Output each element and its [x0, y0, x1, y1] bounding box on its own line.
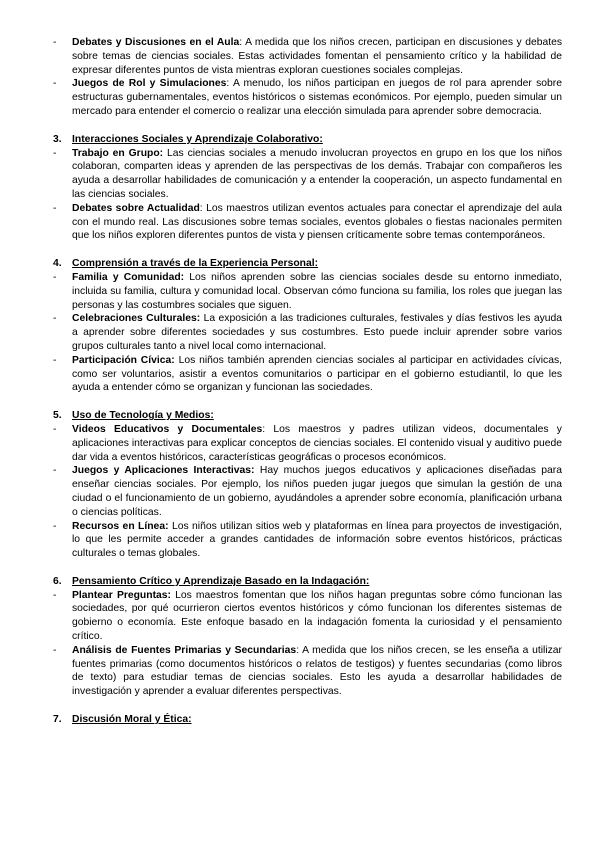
section-title: Interacciones Sociales y Aprendizaje Colaborativo: — [72, 133, 323, 145]
section-heading — [53, 257, 562, 271]
list-item — [53, 36, 562, 77]
bullet-dash: - — [53, 147, 57, 159]
section — [53, 713, 562, 727]
bullet-dash: - — [53, 423, 57, 435]
section-number: 4. — [53, 258, 62, 270]
list-item-body — [72, 354, 562, 395]
item-separator: : — [296, 644, 303, 656]
list-item-body — [72, 423, 562, 464]
section-heading — [53, 133, 562, 147]
list-item-body — [72, 520, 562, 561]
bullet-dash: - — [53, 520, 57, 532]
item-term: Debates sobre Actualidad — [72, 202, 200, 214]
list-item — [53, 423, 562, 464]
item-text: Las ciencias sociales a menudo involucran proyectos en grupo en los que los niños colaboran, comparten ideas y aprenden de las perspectivas de los demás. Trabajar con compañeros les ayuda a desarrollar habilidades de comunicación y a entender la cooperación, un aspecto fundamental en las ciencias sociales. — [72, 147, 562, 200]
section-number: 7. — [53, 714, 62, 726]
item-term: Recursos en Línea: — [72, 520, 169, 532]
section — [53, 575, 562, 699]
item-term: Participación Cívica: — [72, 354, 175, 366]
item-text: Los niños utilizan sitios web y plataformas en línea para proyectos de investigación, lo que les permite acceder a grandes cantidades de información sobre eventos históricos, prácticas culturales o temas globales. — [72, 520, 562, 560]
list-item-body — [72, 589, 562, 644]
section-heading — [53, 409, 562, 423]
intro-list — [53, 36, 562, 119]
section — [53, 257, 562, 395]
section-title: Discusión Moral y Ética: — [72, 714, 192, 726]
list-item-body — [72, 312, 562, 353]
item-text: Los niños también aprenden ciencias sociales al participar en actividades cívicas, como ser voluntarios, asistir a eventos comunitarios o participar en el gobierno estudiantil, lo que les ayuda a entender cómo se organizan y funcionan las sociedades. — [72, 354, 562, 394]
list-item — [53, 147, 562, 202]
list-item — [53, 312, 562, 353]
item-term: Plantear Preguntas: — [72, 589, 171, 601]
item-text: Los maestros fomentan que los niños hagan preguntas sobre cómo funcionan las sociedades, por qué ocurrieron ciertos eventos históricos y cómo funcionan los diferentes sistemas de gobierno o economía. Este enfoque basado en la indagación fomenta la curiosidad y el pensamiento crítico. — [72, 589, 562, 643]
bullet-dash: - — [53, 78, 57, 90]
list-item — [53, 520, 562, 561]
item-text: A medida que los niños crecen, se les enseña a utilizar fuentes primarias (como documentos históricos o relatos de testigos) y fuentes secundarias (como libros de texto) para estudiar temas de ciencias sociales. Esto les ayuda a desarrollar habilidades de investigación y aprender a evaluar diferentes perspectivas. — [72, 644, 562, 698]
item-term: Celebraciones Culturales: — [72, 313, 201, 325]
section-title: Uso de Tecnología y Medios: — [72, 410, 214, 422]
item-text: Los maestros utilizan eventos actuales para conectar el aprendizaje del aula con el mundo real. Las discusiones sobre temas sociales, eventos globales o fiestas nacionales permiten que los niños exploren diferentes puntos de vista y piensen críticamente sobre temas contemporáneos. — [72, 202, 562, 242]
sections-container — [53, 133, 562, 727]
item-term: Videos Educativos y Documentales — [72, 423, 263, 435]
item-term: Juegos de Rol y Simulaciones — [72, 78, 227, 90]
bullet-dash: - — [53, 465, 57, 477]
section-title: Comprensión a través de la Experiencia Personal: — [72, 258, 319, 270]
item-term: Análisis de Fuentes Primarias y Secundarias — [72, 644, 297, 656]
section-number: 5. — [53, 410, 62, 422]
list-item — [53, 202, 562, 243]
item-text: A menudo, los niños participan en juegos de rol para aprender sobre estructuras gubernamentales, eventos históricos o sistemas económicos. Por ejemplo, pueden simular un mercado para entender el comercio o realizar una elección simulada para aprender sobre democracia. — [72, 78, 562, 117]
item-term: Juegos y Aplicaciones Interactivas: — [72, 465, 255, 477]
list-item-body — [72, 77, 562, 118]
list-item-body — [72, 202, 562, 243]
list-item — [53, 271, 562, 312]
item-separator: : — [239, 37, 246, 48]
item-text: A medida que los niños crecen, participan en discusiones y debates sobre temas de ciencias sociales. Estas actividades fomentan el pensamiento crítico y la habilidad de expresar diferentes puntos de vista mientras exploran cuestiones sociales complejas. — [72, 37, 562, 76]
list-item-body — [72, 644, 562, 699]
item-term: Debates y Discusiones en el Aula — [72, 37, 240, 48]
item-text: Los maestros y padres utilizan videos, documentales y aplicaciones interactivas para explicar conceptos de ciencias sociales. El contenido visual y auditivo puede dar vida a eventos históricos, características geográficas o procesos económicos. — [72, 423, 562, 463]
list-item — [53, 354, 562, 395]
item-separator: : — [226, 78, 233, 90]
bullet-dash: - — [53, 37, 57, 48]
section-heading — [53, 575, 562, 589]
list-item — [53, 589, 562, 644]
bullet-dash: - — [53, 313, 57, 325]
list-item — [53, 77, 562, 118]
list-item — [53, 644, 562, 699]
list-item-body — [72, 36, 562, 77]
bullet-dash: - — [53, 589, 57, 601]
item-separator: : — [262, 423, 274, 435]
bullet-dash: - — [53, 354, 57, 366]
item-separator: : — [199, 202, 207, 214]
bullet-dash: - — [53, 202, 57, 214]
section — [53, 133, 562, 243]
list-item-body — [72, 147, 562, 202]
bullet-dash: - — [53, 271, 57, 283]
item-term: Trabajo en Grupo: — [72, 147, 164, 159]
list-item — [53, 464, 562, 519]
section-number: 6. — [53, 575, 62, 587]
item-text: Los niños aprenden sobre las ciencias sociales desde su entorno inmediato, incluida su familia, cultura y comunidad local. Observan cómo funciona su familia, los roles que juegan las personas y las costumbres sociales que siguen. — [72, 271, 562, 311]
bullet-dash: - — [53, 644, 57, 656]
item-term: Familia y Comunidad: — [72, 271, 185, 283]
section-number: 3. — [53, 133, 62, 145]
list-item-body — [72, 271, 562, 312]
section — [53, 409, 562, 561]
section-title: Pensamiento Crítico y Aprendizaje Basado en la Indagación: — [72, 575, 370, 587]
list-item-body — [72, 464, 562, 519]
item-text: La exposición a las tradiciones culturales, festivales y días festivos les ayuda a aprender sobre diferentes sociedades y sus costumbres. Esto puede incluir aprender sobre varios grupos culturales tanto a nivel local como internacional. — [72, 313, 563, 352]
item-text: Hay muchos juegos educativos y aplicaciones diseñadas para enseñar ciencias sociales. Por ejemplo, los niños pueden jugar juegos que simulan la gestión de una ciudad o el funcionamiento de un gobierno, ayudándoles a aprender sobre economía, planificación urbana o ciencias políticas. — [72, 465, 562, 518]
section-heading — [53, 713, 562, 727]
